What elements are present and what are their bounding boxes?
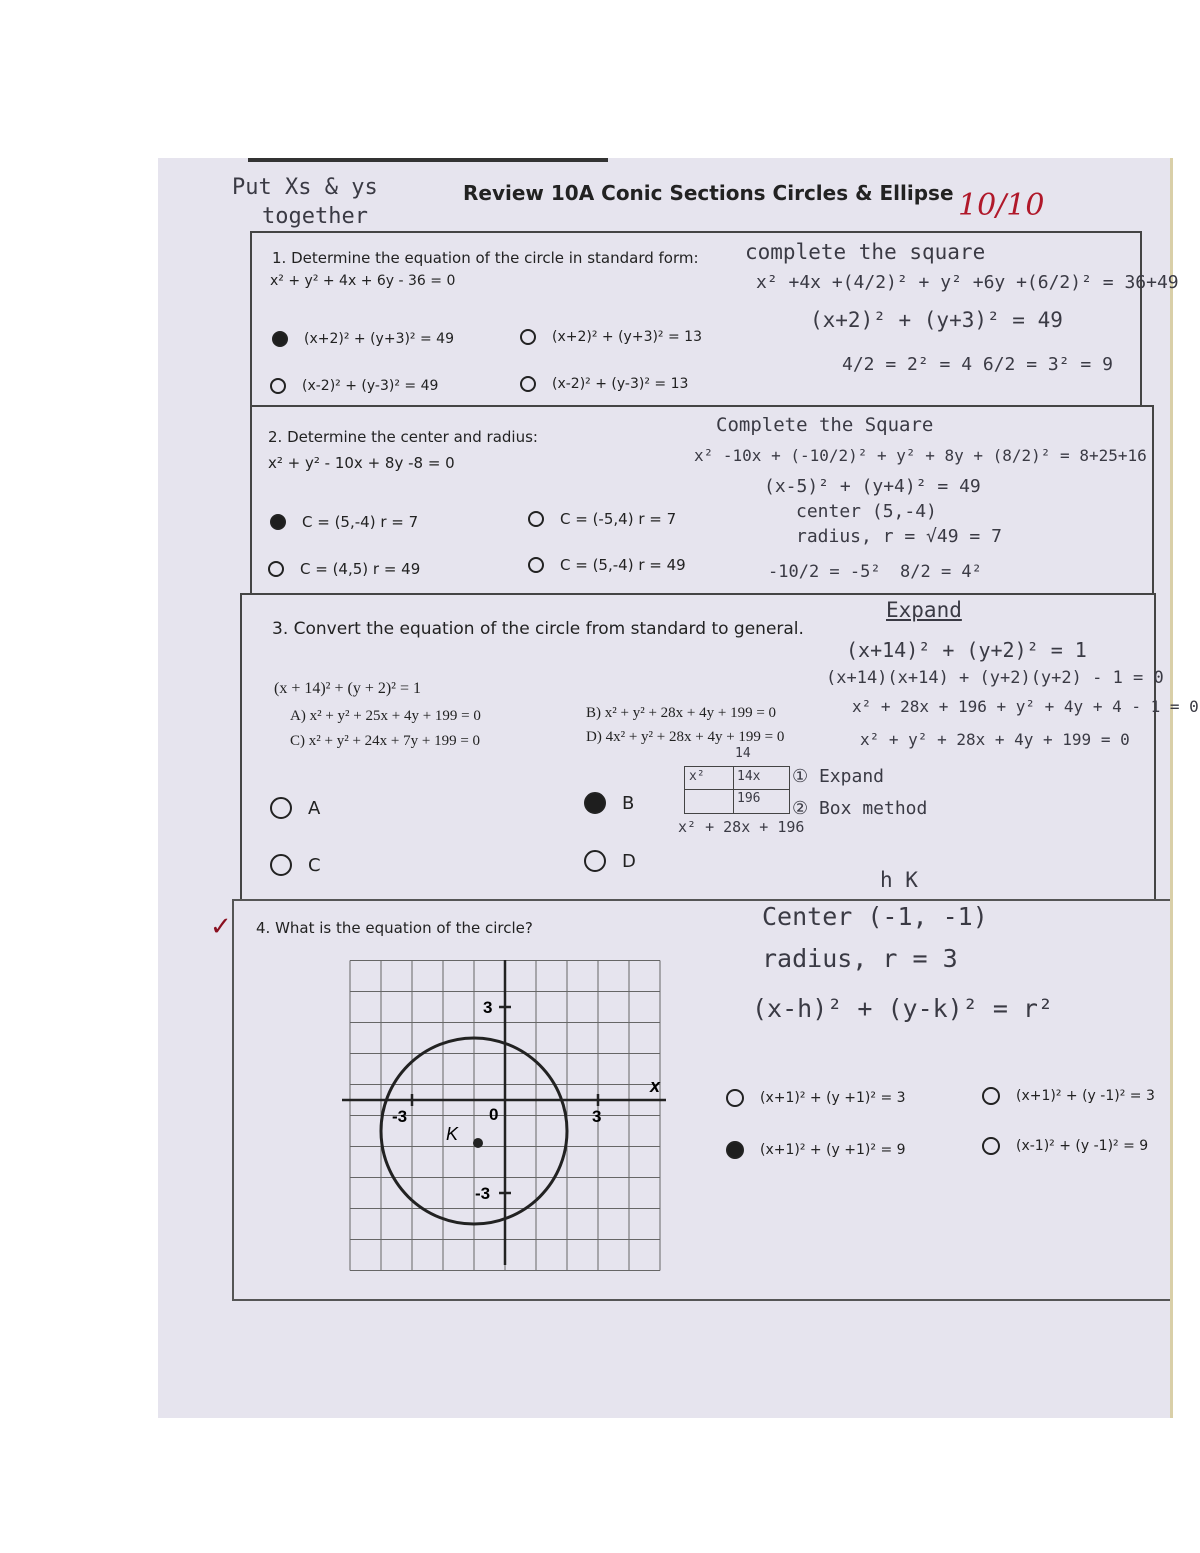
q1-work-1: complete the square	[745, 240, 986, 264]
radio-icon[interactable]	[528, 557, 544, 573]
radio-selected-icon[interactable]	[726, 1141, 744, 1159]
page-title: Review 10A Conic Sections Circles & Ellipse	[463, 181, 954, 205]
radio-icon[interactable]	[270, 797, 292, 819]
q2-work-3: (x-5)² + (y+4)² = 49	[764, 476, 981, 497]
q2-work-1: Complete the Square	[716, 414, 934, 436]
tick-label-y-neg: -3	[475, 1184, 491, 1203]
q4-option-d[interactable]	[982, 1137, 1148, 1155]
q1-prompt: 1. Determine the equation of the circle in standard form:	[272, 249, 699, 267]
q3-work-1: Expand	[886, 598, 962, 622]
q2-work-6: -10/2 = -5²	[768, 562, 881, 582]
box-divider-h	[685, 789, 789, 790]
box-divider-v	[733, 767, 734, 813]
box-cell-x2: x²	[689, 769, 705, 784]
radio-icon[interactable]	[528, 511, 544, 527]
q3-work-4: x² + 28x + 196 + y² + 4y + 4 - 1 = 0	[852, 697, 1199, 716]
q1-option-d-label: (x-2)² + (y-3)² = 13	[552, 376, 689, 392]
tick-label-y-pos: 3	[483, 998, 493, 1017]
q2-option-d[interactable]	[528, 556, 686, 574]
q4-prompt: 4. What is the equation of the circle?	[256, 919, 533, 937]
q3-work-2: (x+14)² + (y+2)² = 1	[846, 638, 1087, 662]
q3-work-9: 14	[735, 746, 751, 761]
q2-option-c-label: C = (4,5) r = 49	[300, 560, 421, 578]
tick-label-x-pos: 3	[592, 1107, 602, 1126]
q3-option-c-label: C	[308, 854, 321, 876]
q4-work-2: Center (-1, -1)	[762, 902, 988, 931]
box-cell-14x: 14x	[737, 769, 761, 784]
center-handwritten-label: K	[446, 1124, 459, 1144]
handwritten-note-line1: Put Xs & ys	[232, 175, 378, 200]
q4-option-c-label: (x+1)² + (y +1)² = 9	[760, 1142, 906, 1158]
radio-selected-icon[interactable]	[270, 514, 286, 530]
q1-work-4: 4/2 = 2² = 4 6/2 = 3² = 9	[842, 354, 1113, 375]
q3-work-7: ② Box method	[792, 798, 928, 819]
q1-work-2: x² +4x +(4/2)² + y² +6y +(6/2)² = 36+49	[756, 272, 1179, 293]
q4-option-a[interactable]	[726, 1089, 906, 1107]
q4-option-a-label: (x+1)² + (y +1)² = 3	[760, 1090, 906, 1106]
q4-option-b-label: (x+1)² + (y -1)² = 3	[1016, 1088, 1155, 1104]
q1-option-b-label: (x+2)² + (y+3)² = 13	[552, 329, 702, 345]
q2-option-c[interactable]	[268, 560, 420, 578]
q3-option-b[interactable]	[584, 792, 634, 814]
radio-selected-icon[interactable]	[272, 331, 288, 347]
radio-icon[interactable]	[520, 376, 536, 392]
name-line	[248, 158, 608, 162]
q4-option-c[interactable]	[726, 1141, 906, 1159]
q1-option-d[interactable]	[520, 376, 688, 392]
q1-option-b[interactable]	[520, 329, 702, 345]
q2-work-2: x² -10x + (-10/2)² + y² + 8y + (8/2)² = 8+25+16	[694, 446, 1147, 465]
q1-work-3: (x+2)² + (y+3)² = 49	[810, 308, 1063, 332]
box-method-grid	[684, 766, 790, 814]
score-mark: 10/10	[958, 188, 1045, 223]
q3-option-b-label: B	[622, 792, 635, 814]
divider-q4-top	[232, 899, 1170, 901]
q3-work-3: (x+14)(x+14) + (y+2)(y+2) - 1 = 0	[826, 668, 1164, 688]
x-axis-label: x	[650, 1076, 661, 1096]
q3-option-d[interactable]	[584, 850, 636, 872]
radio-icon[interactable]	[982, 1087, 1000, 1105]
q2-option-b[interactable]	[528, 510, 676, 528]
radio-icon[interactable]	[520, 329, 536, 345]
q3-work-8: x² + 28x + 196	[678, 818, 805, 836]
q2-option-b-label: C = (-5,4) r = 7	[560, 510, 677, 528]
q4-work-1: h K	[880, 868, 918, 892]
q2-work-7: 8/2 = 4²	[900, 562, 982, 582]
radio-icon[interactable]	[270, 378, 286, 394]
q4-work-4: (x-h)² + (y-k)² = r²	[752, 994, 1054, 1023]
q4-option-d-label: (x-1)² + (y -1)² = 9	[1016, 1138, 1149, 1154]
circle-graph	[340, 960, 690, 1280]
q3-prompt: 3. Convert the equation of the circle from standard to general.	[272, 619, 804, 639]
q3-option-a-label: A	[308, 797, 321, 819]
q4-work-3: radius, r = 3	[762, 944, 958, 973]
q1-equation: x² + y² + 4x + 6y - 36 = 0	[270, 273, 456, 289]
q3-work-6: ① Expand	[792, 766, 884, 787]
q2-work-4: center (5,-4)	[796, 501, 937, 522]
q3-choice-d: D) 4x² + y² + 28x + 4y + 199 = 0	[586, 729, 785, 745]
radio-icon[interactable]	[982, 1137, 1000, 1155]
check-mark: ✓	[210, 912, 232, 942]
q2-option-d-label: C = (5,-4) r = 49	[560, 556, 686, 574]
q2-equation: x² + y² - 10x + 8y -8 = 0	[268, 454, 455, 472]
divider-q4-left	[232, 899, 234, 1301]
radio-icon[interactable]	[268, 561, 284, 577]
q3-choice-a: A) x² + y² + 25x + 4y + 199 = 0	[290, 708, 481, 724]
q4-option-b[interactable]	[982, 1087, 1155, 1105]
q3-option-a[interactable]	[270, 797, 320, 819]
radio-icon[interactable]	[270, 854, 292, 876]
q2-option-a[interactable]	[270, 513, 418, 531]
center-point	[473, 1138, 483, 1148]
radio-selected-icon[interactable]	[584, 792, 606, 814]
q1-option-a[interactable]	[272, 331, 454, 347]
q1-option-a-label: (x+2)² + (y+3)² = 49	[304, 331, 454, 347]
origin-label: 0	[489, 1105, 499, 1124]
q2-option-a-label: C = (5,-4) r = 7	[302, 513, 419, 531]
divider-q4-bottom	[232, 1299, 1170, 1301]
handwritten-note-line2: together	[262, 204, 368, 229]
q1-option-c[interactable]	[270, 378, 438, 394]
q2-work-5: radius, r = √49 = 7	[796, 526, 1002, 547]
radio-icon[interactable]	[726, 1089, 744, 1107]
q3-option-c[interactable]	[270, 854, 321, 876]
box-cell-196: 196	[737, 791, 761, 806]
q2-prompt: 2. Determine the center and radius:	[268, 428, 538, 446]
q3-option-d-label: D	[622, 850, 636, 872]
q3-equation: (x + 14)² + (y + 2)² = 1	[274, 680, 421, 697]
q1-option-c-label: (x-2)² + (y-3)² = 49	[302, 378, 439, 394]
q3-work-5: x² + y² + 28x + 4y + 199 = 0	[860, 730, 1130, 749]
tick-label-x-neg: -3	[392, 1107, 408, 1126]
q3-choice-c: C) x² + y² + 24x + 7y + 199 = 0	[290, 733, 481, 749]
q3-choice-b: B) x² + y² + 28x + 4y + 199 = 0	[586, 705, 777, 721]
radio-icon[interactable]	[584, 850, 606, 872]
